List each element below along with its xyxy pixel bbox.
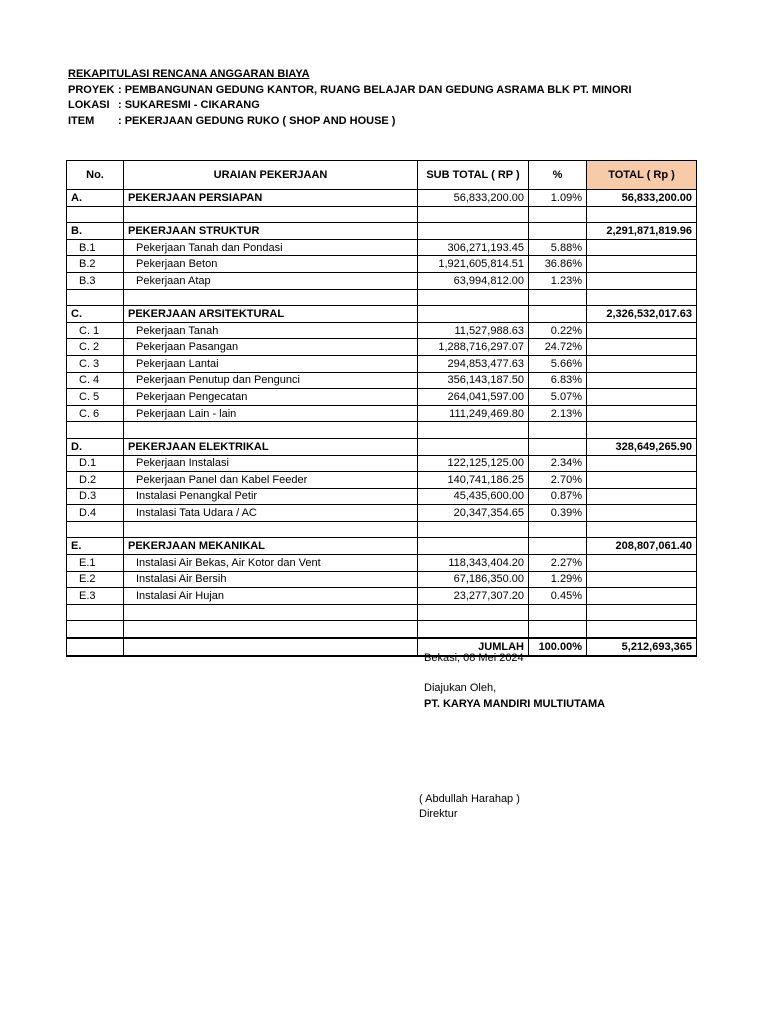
row-total <box>587 322 697 339</box>
row-subtotal: 63,994,812.00 <box>418 272 529 289</box>
row-desc: PEKERJAAN ELEKTRIKAL <box>124 438 418 455</box>
table-row <box>67 322 697 339</box>
blank-cell <box>529 604 587 621</box>
signatory-position: Direktur <box>419 808 458 820</box>
table-row <box>67 389 697 406</box>
section-row <box>67 223 697 240</box>
item-label: ITEM <box>68 115 95 127</box>
table-row <box>67 256 697 273</box>
row-no: D.3 <box>67 488 124 505</box>
blank-cell <box>529 621 587 638</box>
row-percent: 0.39% <box>529 505 587 522</box>
blank-cell <box>529 422 587 439</box>
row-subtotal: 140,741,186.25 <box>418 472 529 489</box>
row-subtotal <box>418 538 529 555</box>
row-percent <box>529 223 587 240</box>
row-subtotal <box>418 438 529 455</box>
table-row <box>67 588 697 605</box>
section-row <box>67 538 697 555</box>
row-no: C. 2 <box>67 339 124 356</box>
row-desc: Pekerjaan Pasangan <box>124 339 418 356</box>
row-subtotal: 20,347,354.65 <box>418 505 529 522</box>
row-subtotal: 264,041,597.00 <box>418 389 529 406</box>
table-row <box>67 472 697 489</box>
lokasi-label: LOKASI <box>68 99 110 111</box>
row-no: D.4 <box>67 505 124 522</box>
row-total <box>587 355 697 372</box>
row-subtotal: 294,853,477.63 <box>418 355 529 372</box>
row-desc: PEKERJAAN STRUKTUR <box>124 223 418 240</box>
document-title: REKAPITULASI RENCANA ANGGARAN BIAYA <box>68 68 310 80</box>
row-total <box>587 555 697 572</box>
blank-row <box>67 621 697 638</box>
table-header-row <box>67 161 697 190</box>
row-no: B.1 <box>67 239 124 256</box>
blank-cell <box>124 206 418 223</box>
row-subtotal: 45,435,600.00 <box>418 488 529 505</box>
blank-cell <box>67 206 124 223</box>
blank-row <box>67 521 697 538</box>
blank-row <box>67 289 697 306</box>
row-no: C. 3 <box>67 355 124 372</box>
blank-cell <box>124 289 418 306</box>
col-uraian: URAIAN PEKERJAAN <box>124 161 418 190</box>
blank-row <box>67 206 697 223</box>
lokasi-line <box>68 97 260 113</box>
proyek-label: PROYEK <box>68 84 115 96</box>
row-total: 328,649,265.90 <box>587 438 697 455</box>
row-percent: 24.72% <box>529 339 587 356</box>
row-no: C. 1 <box>67 322 124 339</box>
table-row <box>67 339 697 356</box>
blank-cell <box>587 621 697 638</box>
row-desc: PEKERJAAN ARSITEKTURAL <box>124 306 418 323</box>
row-total: 56,833,200.00 <box>587 190 697 207</box>
row-no: C. 4 <box>67 372 124 389</box>
row-subtotal: 122,125,125.00 <box>418 455 529 472</box>
blank-cell <box>124 422 418 439</box>
section-row <box>67 190 697 207</box>
row-no: E. <box>67 538 124 555</box>
blank-cell <box>587 521 697 538</box>
row-total <box>587 239 697 256</box>
row-desc: Instalasi Air Bekas, Air Kotor dan Vent <box>124 555 418 572</box>
row-percent: 2.70% <box>529 472 587 489</box>
blank-cell <box>418 521 529 538</box>
blank-cell <box>529 521 587 538</box>
table-row <box>67 405 697 422</box>
row-total: 2,291,871,819.96 <box>587 223 697 240</box>
row-percent: 0.45% <box>529 588 587 605</box>
blank-cell <box>418 422 529 439</box>
blank-cell <box>124 604 418 621</box>
table-row <box>67 372 697 389</box>
row-no: E.3 <box>67 588 124 605</box>
blank-cell <box>529 289 587 306</box>
row-subtotal: 118,343,404.20 <box>418 555 529 572</box>
row-percent: 0.22% <box>529 322 587 339</box>
submitted-by: Diajukan Oleh, <box>424 682 497 694</box>
blank-cell <box>124 521 418 538</box>
blank-cell <box>418 289 529 306</box>
blank-cell <box>418 604 529 621</box>
row-percent: 1.09% <box>529 190 587 207</box>
row-percent: 2.34% <box>529 455 587 472</box>
blank-cell <box>67 422 124 439</box>
row-no: C. 5 <box>67 389 124 406</box>
row-percent <box>529 538 587 555</box>
row-desc: Pekerjaan Panel dan Kabel Feeder <box>124 472 418 489</box>
row-desc: Pekerjaan Pengecatan <box>124 389 418 406</box>
blank-cell <box>418 206 529 223</box>
row-total <box>587 405 697 422</box>
row-subtotal <box>418 223 529 240</box>
blank-cell <box>418 621 529 638</box>
table-row <box>67 455 697 472</box>
table-row <box>67 571 697 588</box>
blank-cell <box>67 604 124 621</box>
row-subtotal: 1,288,716,297.07 <box>418 339 529 356</box>
row-desc: Pekerjaan Lain - lain <box>124 405 418 422</box>
jumlah-label: JUMLAH <box>418 638 529 656</box>
row-no: C. <box>67 306 124 323</box>
blank-cell <box>587 422 697 439</box>
item-line <box>68 113 395 129</box>
row-desc: Pekerjaan Tanah dan Pondasi <box>124 239 418 256</box>
jumlah-total: 5,212,693,365 <box>587 638 697 656</box>
col-total: TOTAL ( Rp ) <box>587 161 697 190</box>
row-desc: Pekerjaan Tanah <box>124 322 418 339</box>
row-percent: 0.87% <box>529 488 587 505</box>
row-no: C. 6 <box>67 405 124 422</box>
table-row <box>67 239 697 256</box>
col-percent: % <box>529 161 587 190</box>
row-total <box>587 339 697 356</box>
row-desc: Pekerjaan Atap <box>124 272 418 289</box>
row-subtotal: 111,249,469.80 <box>418 405 529 422</box>
row-desc: PEKERJAAN MEKANIKAL <box>124 538 418 555</box>
row-total: 208,807,061.40 <box>587 538 697 555</box>
row-no: D.2 <box>67 472 124 489</box>
blank-cell <box>67 289 124 306</box>
row-subtotal: 56,833,200.00 <box>418 190 529 207</box>
table-row <box>67 488 697 505</box>
row-percent <box>529 438 587 455</box>
row-desc: Pekerjaan Instalasi <box>124 455 418 472</box>
row-total <box>587 472 697 489</box>
row-desc: Instalasi Air Bersih <box>124 571 418 588</box>
row-percent: 6.83% <box>529 372 587 389</box>
table-row <box>67 272 697 289</box>
place-date: Bekasi, 08 Mei 2024 <box>424 652 524 664</box>
jumlah-no <box>67 638 124 656</box>
row-no: B. <box>67 223 124 240</box>
blank-cell <box>124 621 418 638</box>
proyek-value: : PEMBANGUNAN GEDUNG KANTOR, RUANG BELAJAR DAN GEDUNG ASRAMA BLK PT. MINORI <box>118 84 632 96</box>
company-name: PT. KARYA MANDIRI MULTIUTAMA <box>424 698 606 710</box>
row-subtotal: 306,271,193.45 <box>418 239 529 256</box>
row-percent: 36.86% <box>529 256 587 273</box>
rab-table <box>66 160 697 657</box>
row-subtotal: 67,186,350.00 <box>418 571 529 588</box>
row-total <box>587 455 697 472</box>
row-percent <box>529 306 587 323</box>
section-row <box>67 438 697 455</box>
row-percent: 5.66% <box>529 355 587 372</box>
section-row <box>67 306 697 323</box>
row-desc: Pekerjaan Beton <box>124 256 418 273</box>
row-total: 2,326,532,017.63 <box>587 306 697 323</box>
row-subtotal <box>418 306 529 323</box>
col-no: No. <box>67 161 124 190</box>
table-row <box>67 355 697 372</box>
signatory-name: ( Abdullah Harahap ) <box>419 793 520 805</box>
row-percent: 5.07% <box>529 389 587 406</box>
row-percent: 1.23% <box>529 272 587 289</box>
row-total <box>587 588 697 605</box>
row-no: D. <box>67 438 124 455</box>
row-percent: 1.29% <box>529 571 587 588</box>
row-total <box>587 272 697 289</box>
row-total <box>587 372 697 389</box>
row-subtotal: 23,277,307.20 <box>418 588 529 605</box>
row-percent: 2.13% <box>529 405 587 422</box>
row-total <box>587 389 697 406</box>
table-body <box>67 190 697 639</box>
row-total <box>587 505 697 522</box>
row-subtotal: 356,143,187.50 <box>418 372 529 389</box>
proyek-line <box>68 82 632 98</box>
row-no: E.1 <box>67 555 124 572</box>
row-total <box>587 256 697 273</box>
row-desc: Instalasi Tata Udara / AC <box>124 505 418 522</box>
table-row <box>67 505 697 522</box>
blank-cell <box>587 206 697 223</box>
row-subtotal: 11,527,988.63 <box>418 322 529 339</box>
blank-cell <box>529 206 587 223</box>
blank-cell <box>587 289 697 306</box>
row-no: E.2 <box>67 571 124 588</box>
col-subtotal: SUB TOTAL ( RP ) <box>418 161 529 190</box>
row-desc: Pekerjaan Lantai <box>124 355 418 372</box>
row-percent: 5.88% <box>529 239 587 256</box>
row-percent: 2.27% <box>529 555 587 572</box>
row-no: B.3 <box>67 272 124 289</box>
blank-cell <box>67 621 124 638</box>
table-row <box>67 555 697 572</box>
blank-cell <box>587 604 697 621</box>
row-desc: PEKERJAAN PERSIAPAN <box>124 190 418 207</box>
row-no: D.1 <box>67 455 124 472</box>
row-total <box>587 571 697 588</box>
row-desc: Pekerjaan Penutup dan Pengunci <box>124 372 418 389</box>
blank-row <box>67 604 697 621</box>
row-no: A. <box>67 190 124 207</box>
jumlah-desc <box>124 638 418 656</box>
row-subtotal: 1,921,605,814.51 <box>418 256 529 273</box>
row-total <box>587 488 697 505</box>
blank-cell <box>67 521 124 538</box>
lokasi-value: : SUKARESMI - CIKARANG <box>118 99 260 111</box>
jumlah-percent: 100.00% <box>529 638 587 656</box>
row-no: B.2 <box>67 256 124 273</box>
row-desc: Instalasi Air Hujan <box>124 588 418 605</box>
row-desc: Instalasi Penangkal Petir <box>124 488 418 505</box>
blank-row <box>67 422 697 439</box>
item-value: : PEKERJAAN GEDUNG RUKO ( SHOP AND HOUSE ) <box>118 115 396 127</box>
jumlah-row <box>67 638 697 656</box>
